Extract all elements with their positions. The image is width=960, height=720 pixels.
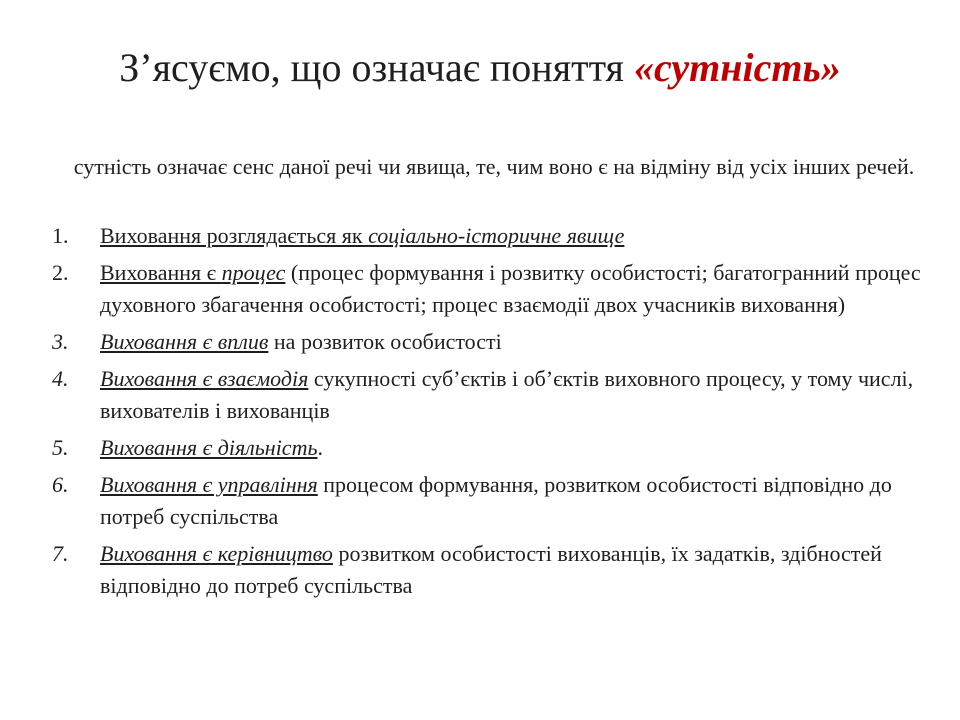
item-rest: (процес формування і розвитку особистості; багатогранний процес духовного збагачення особистості; процес взаємодії двох учасників виховання): [100, 260, 921, 317]
item-number: 6.: [52, 472, 69, 497]
numbered-list: [50, 220, 940, 607]
item-number: 1.: [52, 223, 69, 248]
list-item: [50, 363, 940, 427]
slide-title: [0, 40, 960, 96]
list-item: [50, 469, 940, 533]
title-accent: «сутність»: [633, 45, 841, 90]
item-lead: [100, 260, 285, 285]
item-lead: Виховання є управління: [100, 472, 318, 497]
item-rest: на розвиток особистості: [268, 329, 502, 354]
item-number: 7.: [52, 541, 69, 566]
item-lead-text: Виховання розглядається як: [100, 223, 369, 248]
item-number: 4.: [52, 366, 69, 391]
list-item: [50, 326, 940, 358]
item-lead: Виховання є взаємодія: [100, 366, 309, 391]
item-rest: .: [317, 435, 323, 460]
item-lead: [100, 223, 624, 248]
item-rest: розвитком особистості вихованців, їх задатків, здібностей відповідно до потреб суспільства: [100, 541, 882, 598]
list-item: [50, 220, 940, 252]
item-key: соціально-історичне явище: [368, 223, 625, 248]
item-lead-text: Виховання є: [100, 260, 222, 285]
item-number: 2.: [52, 260, 69, 285]
list-item: [50, 432, 940, 464]
item-lead: Виховання є діяльність: [100, 435, 318, 460]
item-rest: процесом формування, розвитком особистості відповідно до потреб суспільства: [100, 472, 892, 529]
definition-text: сутність означає сенс даної речі чи явища, те, чим воно є на відміну від усіх інших речей.: [73, 154, 915, 179]
list-item: [50, 538, 940, 602]
item-key: процес: [221, 260, 286, 285]
title-text: З’ясуємо, що означає поняття: [119, 45, 634, 90]
list-item: [50, 257, 940, 321]
item-number: 5.: [52, 435, 69, 460]
item-lead: Виховання є вплив: [100, 329, 269, 354]
item-rest: сукупності суб’єктів і об’єктів виховного процесу, у тому числі, вихователів і вихованців: [100, 366, 914, 423]
item-number: 3.: [52, 329, 69, 354]
item-lead: Виховання є керівництво: [100, 541, 333, 566]
